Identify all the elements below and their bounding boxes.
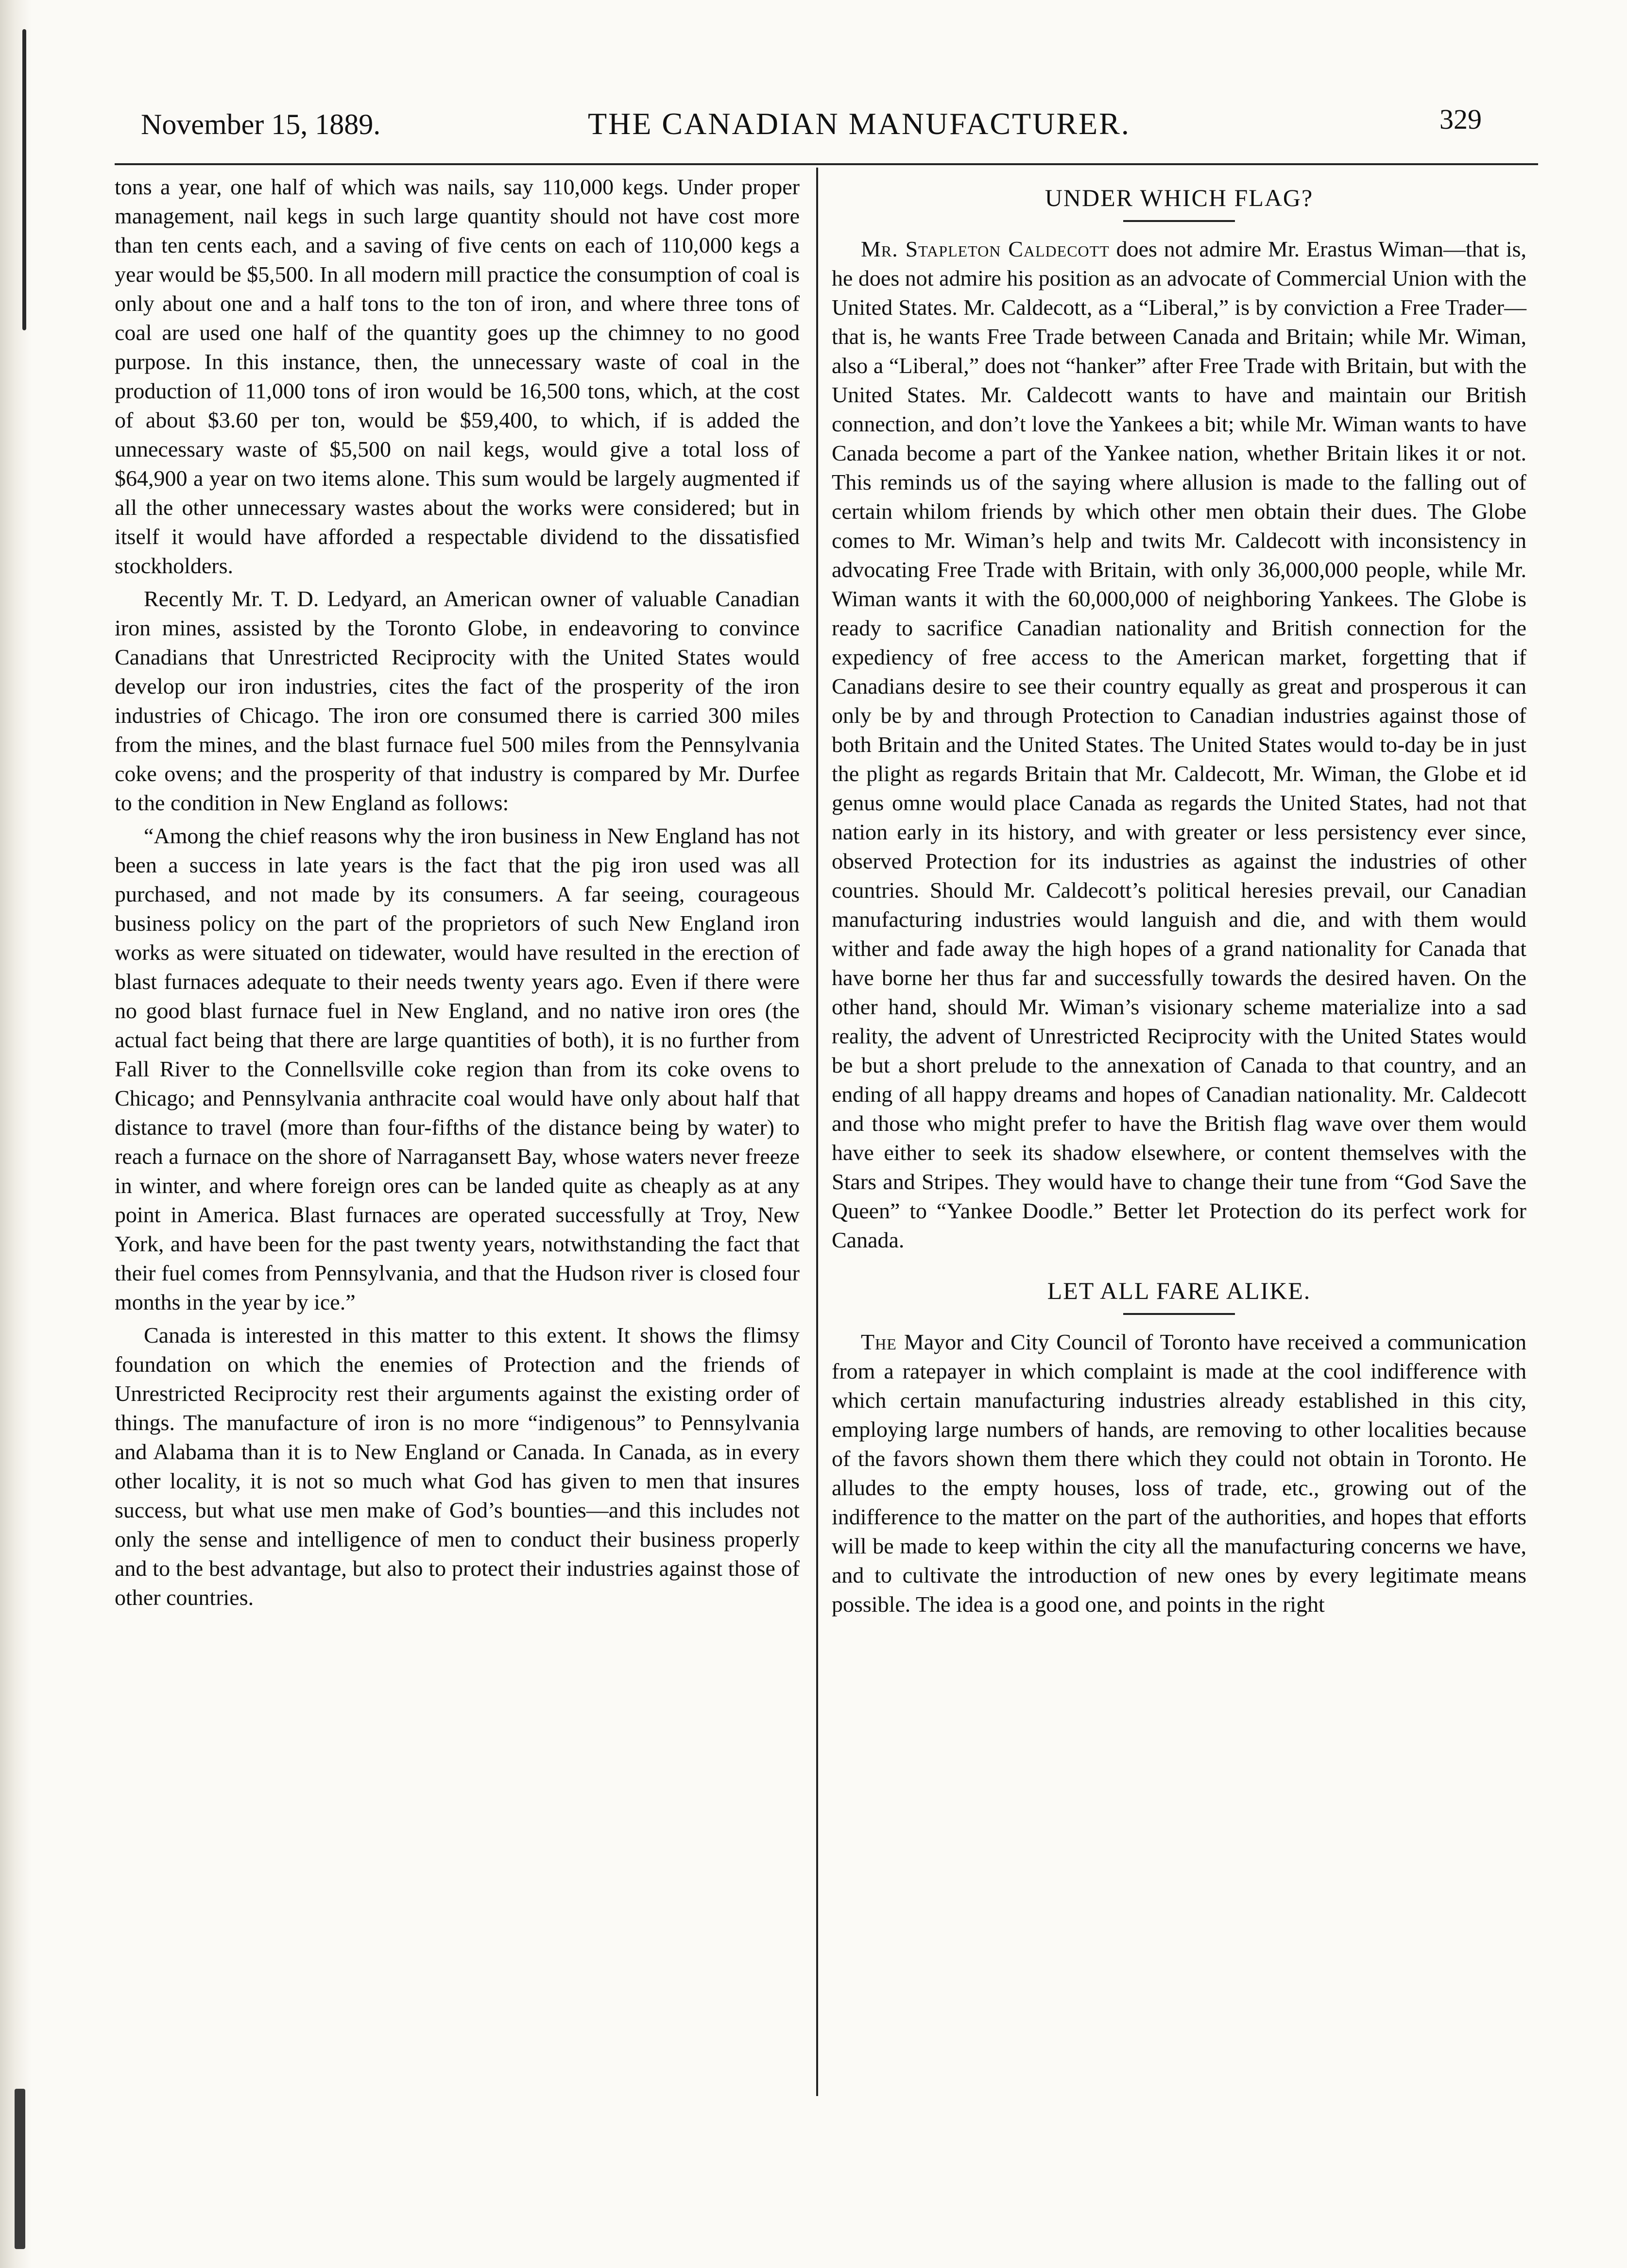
heading-rule-2 <box>1123 1313 1235 1315</box>
article-fare-text: Mayor and City Council of Toronto have received a communication from a ratepayer in which complaint is made at the cool indifference with which certain manufacturing industries already established in this city, employing large numbers of hands, are removing to other localities because of the favors shown them there which they could not obtain in Toronto. He alludes to the empty houses, loss of trade, etc., growing out of the indifference to the matter on the part of the authorities, and hopes that efforts will be made to keep within the city all the manufacturing concerns we have, and to cultivate the introduction of new ones by every legitimate means possible. The idea is a good one, and points in the right <box>832 1330 1526 1617</box>
scan-edge-shadow <box>0 0 31 2268</box>
heading-rule <box>1123 220 1235 222</box>
paragraph-canada-interest: Canada is interested in this matter to this extent. It shows the flimsy foundation on which the enemies of Protection and the friends of Unrestricted Reciprocity rest their arguments against the existing order of things. The manufacture of iron is no more “indigenous” to Pennsylvania and Alabama than it is to New England or Canada. In Canada, as in every other locality, it is not so much what God has given to men that insures success, but what use men make of God’s bounties—and this includes not only the sense and intelligence of men to conduct their business properly and to the best advantage, but also to protect their industries against those of other countries. <box>115 1323 800 1610</box>
left-column <box>115 172 800 1616</box>
paragraph-continued: tons a year, one half of which was nails, say 110,000 kegs. Under proper management, nail kegs in such large quantity should not have cost more than ten cents each, and a saving of five cents on each of 110,000 kegs a year would be $5,500. In all modern mill practice the consumption of coal is only about one and a half tons to the ton of iron, and where three tons of coal are used one half of the quantity goes up the chimney to no good purpose. In this instance, then, the unnecessary waste of coal in the production of 11,000 tons of iron would be 16,500 tons, which, at the cost of about $3.60 per ton, would be $59,400, to which, if is added the unnecessary waste of $5,500 on nail kegs, would give a total loss of $64,900 a year on two items alone. This sum would be largely augmented if all the other unnecessary wastes about the works were considered; but in itself it would have afforded a respectable dividend to the dissatisfied stockholders. <box>115 174 800 578</box>
publication-title: THE CANADIAN MANUFACTURER. <box>588 106 1130 141</box>
column-divider <box>816 168 818 2096</box>
right-column <box>832 172 1526 1623</box>
paragraph-ledyard: Recently Mr. T. D. Ledyard, an American owner of valuable Canadian iron mines, assisted by the Toronto Globe, in endeavoring to convince Canadians that Unrestricted Reciprocity with the United States would develop our iron industries, cites the fact of the prosperity of the iron industries of Chicago. The iron ore consumed there is carried 300 miles from the mines, and the blast furnace fuel 500 miles from the Pennsylvania coke ovens; and the prosperity of that industry is compared by Mr. Durfee to the condition in New England as follows: <box>115 586 800 815</box>
article-heading-flag: UNDER WHICH FLAG? <box>1045 184 1314 211</box>
binding-mark <box>22 29 26 330</box>
header-rule <box>115 163 1538 165</box>
article-flag-text: does not admire Mr. Erastus Wiman—that is, he does not admire his position as an advocate of Commercial Union with the United States. Mr. Caldecott, as a “Liberal,” is by conviction a Free Trader—that is, he wants Free Trade between Canada and Britain; while Mr. Wiman, also a “Liberal,” does not “hanker” after Free Trade with Britain, but with the United States. Mr. Caldecott wants to have and maintain our British connection, and don’t love the Yankees a bit; while Mr. Wiman wants to have Canada become a part of the Yankee nation, whether Britain likes it or not. This reminds us of the saying where allusion is made to the falling out of certain whilom friends by which other men obtain their dues. The Globe comes to Mr. Wiman’s help and twits Mr. Caldecott with inconsistency in advocating Free Trade with Britain, with only 36,000,000 people, while Mr. Wiman wants it with the 60,000,000 of neighboring Yankees. The Globe is ready to sacrifice Canadian nationality and British connection for the expediency of free access to the American market, forgetting that if Canadians desire to see their country equally as great and prosperous it can only be by and through Protection to Canadian industries against those of both Britain and the United States. The United States would to-day be in just the plight as regards Britain that Mr. Caldecott, Mr. Wiman, the Globe et id genus omne would place Canada as regards the United States, had not that nation early in its history, and with greater or less persistency ever since, observed Protection for its industries as against the industries of other countries. Should Mr. Caldecott’s political heresies prevail, our Canadian manufacturing industries would languish and die, and with them would wither and fade away the high hopes of a grand nationality for Canada that have borne her thus far and successfully towards the desired haven. On the other hand, should Mr. Wiman’s visionary scheme materialize into a sad reality, the advent of Unrestricted Reciprocity with the United States would be but a short prelude to the annexation of Canada to that country, and an ending of all happy dreams and hopes of Canadian nationality. Mr. Caldecott and those who might prefer to have the British flag wave over them would have either to seek its shadow elsewhere, or content themselves with the Stars and Stripes. They would have to change their tune from “God Save the Queen” to “Yankee Doodle.” Better let Protection do its perfect work for Canada. <box>832 237 1526 1252</box>
issue-date: November 15, 1889. <box>141 108 381 140</box>
article-heading-fare: LET ALL FARE ALIKE. <box>1047 1277 1311 1304</box>
quotation-block <box>115 821 800 1317</box>
page-number: 329 <box>1439 103 1482 135</box>
article-flag-lead: Mr. Stapleton Caldecott <box>861 237 1110 261</box>
binding-mark-lower <box>15 2089 25 2249</box>
article-fare-body <box>832 1328 1526 1619</box>
page-header <box>141 103 1511 161</box>
quotation-text: “Among the chief reasons why the iron business in New England has not been a success in late years is the fact that the pig iron used was all purchased, and not made by its consumers. A far seeing, courageous business policy on the part of the proprietors of such New England iron works as were situated on tidewater, would have resulted in the erection of blast furnaces adequate to their needs twenty years ago. Even if there were no good blast furnace fuel in New England, and no native iron ores (the actual fact being that there are large quantities of both), it is no further from Fall River to the Connellsville coke region than from its coke ovens to Chicago; and Pennsylvania anthracite coal would have only about half that distance to travel (more than four-fifths of the distance being by water) to reach a furnace on the shore of Narragansett Bay, whose waters never freeze in winter, and where foreign ores can be landed quite as cheaply as at any point in America. Blast furnaces are operated successfully at Troy, New York, and have been for the past twenty years, notwithstanding the fact that their fuel comes from Pennsylvania, and that the Hudson river is closed four months in the year by ice.” <box>115 823 800 1314</box>
article-fare-lead: The <box>861 1330 897 1354</box>
article-flag-body <box>832 235 1526 1255</box>
